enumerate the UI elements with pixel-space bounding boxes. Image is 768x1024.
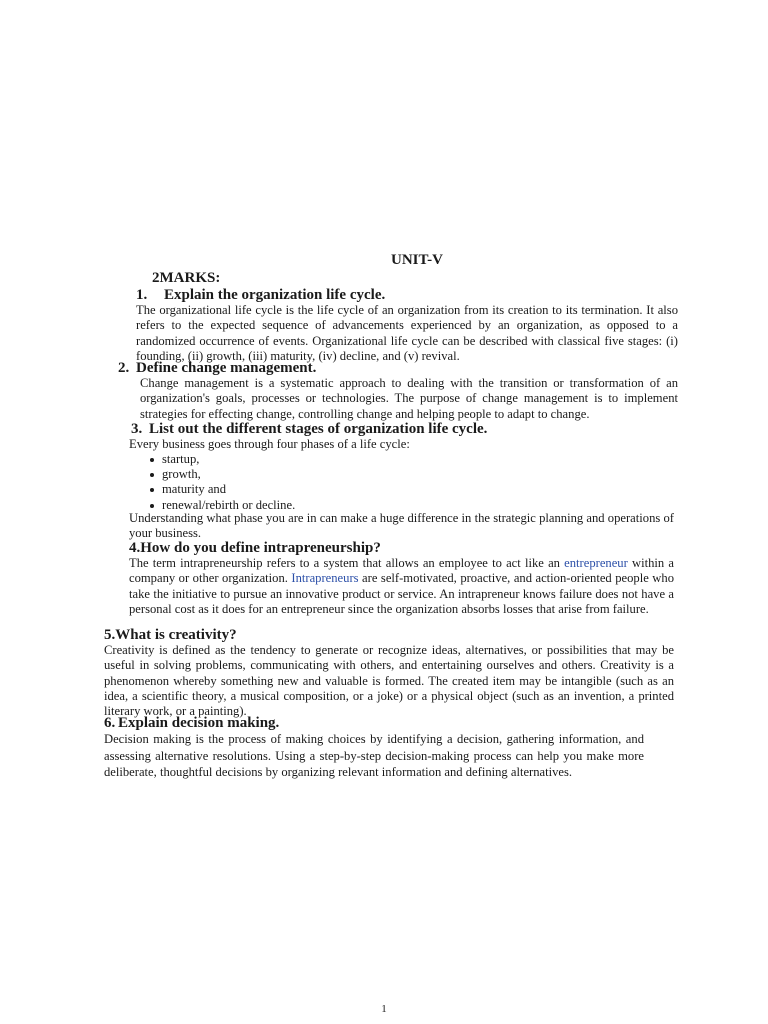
question-4-title: How do you define intrapreneurship? xyxy=(140,540,381,556)
list-item: renewal/rebirth or decline. xyxy=(148,498,295,513)
entrepreneur-link[interactable]: entrepreneur xyxy=(564,556,628,570)
list-item: maturity and xyxy=(148,482,295,497)
list-item: startup, xyxy=(148,452,295,467)
stages-list xyxy=(148,452,295,513)
question-3-heading xyxy=(131,421,487,438)
question-5-title: What is creativity? xyxy=(115,627,237,643)
question-2-heading xyxy=(118,360,316,377)
question-1-answer: The organizational life cycle is the life cycle of an organization from its creation to its termination. It also refers to the expected sequence of advancements experienced by an organization, as opposed to a randomized occurrence of events. Organizational life cycle can be described with classical five stages: (i) founding, (ii) growth, (iii) maturity, (iv) decline, and (v) revival. xyxy=(136,303,678,363)
question-5-answer: Creativity is defined as the tendency to generate or recognize ideas, alternatives, or possibilities that may be useful in solving problems, communicating with others, and entertaining ourselves and others. Creativity is a phenomenon whereby something new and valuable is formed. The created item may be intangible (such as an idea, a scientific theory, a musical composition, or a joke) or a physical object (such as an invention, a printed literary work, or a painting). xyxy=(104,643,674,719)
question-4-number: 4. xyxy=(129,540,141,556)
intrapreneurs-link[interactable]: Intrapreneurs xyxy=(291,571,359,586)
question-2-number: 2. xyxy=(118,360,130,376)
question-4-answer-part3: are self-motivated, proactive, and action-oriented people who take the initiative to pursue an innovative product or service. An intrapreneur knows failure does not have a personal cost as it does for an entrepreneur since the organization absorbs losses that arise from failure. xyxy=(129,571,674,616)
question-6-title: Explain decision making. xyxy=(118,715,280,731)
question-2-answer: Change management is a systematic approach to dealing with the transition or transformation of an organization's goals, processes or technologies. The purpose of change management is to implement strategies for effecting change, controlling change and helping people to adapt to change. xyxy=(140,376,678,421)
question-6-heading xyxy=(104,715,279,732)
question-1-title: Explain the organization life cycle. xyxy=(164,287,386,303)
unit-title: UNIT-V xyxy=(391,252,443,268)
list-item: growth, xyxy=(148,467,295,482)
question-3-number: 3. xyxy=(131,421,143,437)
question-3-intro: Every business goes through four phases of a life cycle: xyxy=(129,437,410,451)
question-4-answer-part2: within a company or other organization. xyxy=(129,556,675,586)
page-number: 1 xyxy=(381,1003,387,1015)
question-1-heading xyxy=(136,287,385,304)
question-2-title: Define change management. xyxy=(136,360,317,376)
question-4-heading xyxy=(129,540,381,557)
question-6-answer: Decision making is the process of making choices by identifying a decision, gathering information, and assessing alternative resolutions. Using a step-by-step decision-making process can help you make more deliberate, thoughtful decisions by organizing relevant information and defining alternatives. xyxy=(104,732,644,779)
question-5-number: 5. xyxy=(104,627,116,643)
question-4-answer-part1: The term intrapreneurship refers to a system that allows an employee to act like an xyxy=(129,556,565,570)
question-3-conclusion: Understanding what phase you are in can make a huge difference in the strategic planning and operations of your business. xyxy=(129,511,674,541)
question-5-heading xyxy=(104,627,237,644)
question-6-number: 6. xyxy=(104,715,116,731)
question-1-number: 1. xyxy=(136,287,148,303)
marks-label: 2MARKS: xyxy=(152,270,221,286)
question-4-answer xyxy=(129,556,674,617)
question-3-title: List out the different stages of organization life cycle. xyxy=(149,421,488,437)
